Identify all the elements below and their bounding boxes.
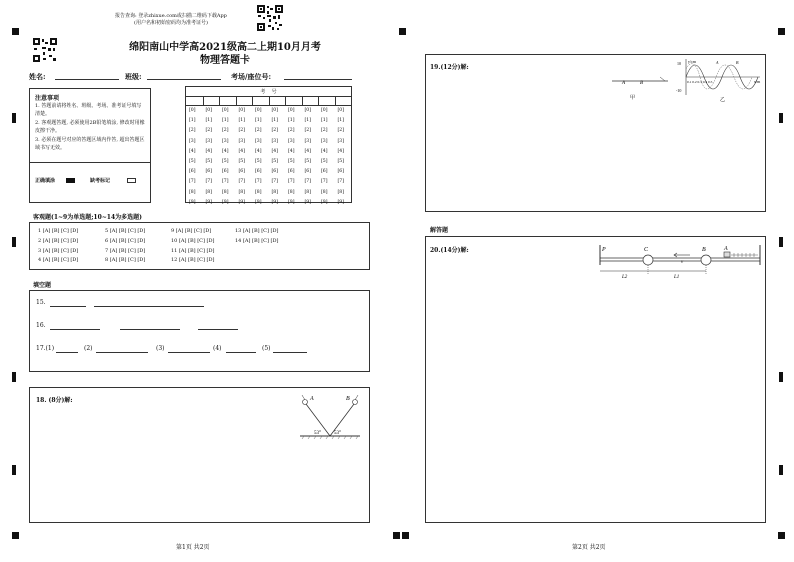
- name-label: 姓名:: [29, 72, 46, 81]
- exam-digit-bubble[interactable]: [1]: [255, 118, 262, 124]
- q20-point-b: B: [702, 247, 706, 253]
- q20-len-1: L1: [674, 275, 680, 280]
- exam-grid-column-divider: [236, 96, 237, 105]
- page-title-line1: 绵阳南山中学高2021级高二上期10月月考: [129, 42, 321, 53]
- q16-blank-1[interactable]: [50, 329, 100, 330]
- q18-point-a: A: [310, 396, 314, 402]
- q19-point-a: A: [622, 81, 626, 86]
- exam-digit-bubble[interactable]: [8]: [321, 189, 328, 195]
- notes-box: [29, 88, 151, 203]
- objective-question-row[interactable]: 8 [A] [B] [C] [D]: [105, 257, 146, 264]
- q19-wave-b-label: B: [736, 60, 739, 65]
- q20-point-p: P: [602, 247, 606, 253]
- corner-mark-tl: [12, 28, 19, 35]
- page-title-line2: 物理答题卡: [200, 55, 250, 66]
- exam-number-bubbles[interactable]: [186, 96, 351, 205]
- exam-digit-bubble[interactable]: [3]: [288, 138, 295, 144]
- objective-question-row[interactable]: 9 [A] [B] [C] [D]: [171, 228, 212, 234]
- objective-question-row[interactable]: 2 [A] [B] [C] [D]: [38, 237, 79, 244]
- exam-digit-bubble[interactable]: [5]: [337, 159, 345, 164]
- exam-digit-bubble[interactable]: [0]: [271, 108, 279, 113]
- objective-bubbles[interactable]: [30, 223, 369, 269]
- objective-question-row[interactable]: 3 [A] [B] [C] [D]: [38, 247, 79, 254]
- exam-digit-bubble[interactable]: [5]: [189, 159, 196, 164]
- q19-x-ticks: 0.1 0.2 0.3 0.4 0.5: [687, 80, 713, 84]
- exam-digit-bubble[interactable]: [5]: [205, 159, 213, 164]
- corner-mark-mr: [402, 532, 409, 539]
- q17-label-2: (2): [84, 345, 93, 352]
- exam-digit-bubble[interactable]: [4]: [189, 148, 196, 154]
- q15-blank-1[interactable]: [50, 306, 86, 307]
- exam-digit-bubble[interactable]: [8]: [205, 189, 213, 195]
- exam-digit-bubble[interactable]: [6]: [337, 169, 345, 175]
- corner-mark-tm: [399, 28, 406, 35]
- exam-digit-bubble[interactable]: [1]: [288, 118, 295, 124]
- objective-title: 客观题(1~9为单选题;10~14为多选题): [33, 214, 142, 221]
- qr-code-app: [257, 5, 283, 31]
- exam-digit-bubble[interactable]: [3]: [304, 138, 312, 144]
- exam-digit-bubble[interactable]: [9]: [288, 199, 295, 205]
- exam-digit-bubble[interactable]: [4]: [205, 148, 213, 154]
- exam-digit-bubble[interactable]: [5]: [321, 159, 328, 164]
- notice-line1: 报告查询: 登录zhixue.com或扫描二维码下载App: [115, 13, 227, 19]
- exam-digit-bubble[interactable]: [4]: [321, 148, 328, 154]
- edge-mark-r1: [779, 113, 783, 123]
- exam-digit-bubble[interactable]: [0]: [238, 108, 246, 113]
- exam-digit-bubble[interactable]: [6]: [238, 169, 246, 175]
- exam-digit-bubble[interactable]: [3]: [205, 138, 213, 144]
- q19-answer-box[interactable]: [425, 54, 766, 212]
- q19-wave-a-label: A: [716, 60, 719, 65]
- exam-digit-bubble[interactable]: [5]: [271, 159, 279, 164]
- notice-line2: (用户名和初始密码均为准考证号): [134, 20, 208, 26]
- q19-label: 19.(12分)解:: [430, 64, 469, 71]
- notes-item-1: 1. 答题前请将姓名、班级、考场、准考证号填写清楚。: [35, 103, 142, 117]
- exam-digit-bubble[interactable]: [8]: [304, 189, 312, 195]
- q15-label: 15.: [36, 299, 46, 306]
- exam-digit-bubble[interactable]: [0]: [321, 108, 328, 113]
- q20-answer-box[interactable]: [425, 236, 766, 523]
- exam-digit-bubble[interactable]: [3]: [271, 138, 279, 144]
- corner-mark-ml: [393, 532, 400, 539]
- q19-y-bottom: -10: [676, 88, 682, 93]
- objective-box: [29, 222, 370, 270]
- exam-digit-bubble[interactable]: [0]: [189, 108, 196, 113]
- notes-item-2: 2. 客观题答题, 必须使用2B铅笔填涂, 修改时用橡皮擦干净。: [35, 120, 145, 134]
- exam-digit-bubble[interactable]: [4]: [255, 148, 262, 154]
- objective-question-row[interactable]: 13 [A] [B] [C] [D]: [235, 228, 279, 234]
- answer-section-title: 解答题: [430, 227, 449, 234]
- exam-digit-bubble[interactable]: [5]: [255, 159, 262, 164]
- exam-digit-bubble[interactable]: [7]: [321, 179, 328, 185]
- class-field[interactable]: [147, 79, 221, 80]
- objective-question-row[interactable]: 6 [A] [B] [C] [D]: [105, 237, 146, 244]
- exam-digit-bubble[interactable]: [2]: [189, 128, 196, 134]
- exam-digit-bubble[interactable]: [4]: [271, 148, 279, 154]
- q17-label-3: (3): [156, 345, 165, 352]
- exam-digit-bubble[interactable]: [9]: [271, 199, 279, 205]
- objective-question-row[interactable]: 1 [A] [B] [C] [D]: [38, 228, 79, 234]
- exam-digit-bubble[interactable]: [1]: [238, 118, 246, 124]
- objective-question-row[interactable]: 11 [A] [B] [C] [D]: [171, 247, 215, 254]
- exam-digit-bubble[interactable]: [2]: [271, 128, 279, 134]
- q18-angle-left: 53°: [314, 431, 321, 436]
- exam-digit-bubble[interactable]: [4]: [288, 148, 295, 154]
- exam-grid-column-divider: [318, 96, 319, 105]
- exam-digit-bubble[interactable]: [2]: [304, 128, 312, 134]
- exam-digit-bubble[interactable]: [3]: [189, 138, 196, 144]
- exam-digit-bubble[interactable]: [6]: [321, 169, 328, 175]
- exam-digit-bubble[interactable]: [9]: [205, 199, 213, 205]
- exam-digit-bubble[interactable]: [7]: [255, 179, 262, 185]
- exam-digit-bubble[interactable]: [7]: [304, 179, 312, 185]
- q19-y-top: 10: [677, 61, 681, 66]
- q16-blank-3[interactable]: [198, 329, 238, 330]
- exam-digit-bubble[interactable]: [2]: [337, 128, 345, 134]
- exam-digit-bubble[interactable]: [0]: [337, 108, 345, 113]
- correct-fill-swatch: [66, 178, 75, 183]
- exam-digit-bubble[interactable]: [4]: [337, 148, 345, 154]
- exam-digit-bubble[interactable]: [6]: [222, 169, 229, 175]
- exam-digit-bubble[interactable]: [6]: [255, 169, 262, 175]
- q20-point-a: A: [724, 246, 728, 252]
- corner-mark-br: [778, 532, 785, 539]
- exam-digit-bubble[interactable]: [7]: [205, 179, 213, 185]
- q17-blank-1[interactable]: [56, 352, 78, 353]
- exam-digit-bubble[interactable]: [2]: [288, 128, 295, 134]
- exam-digit-bubble[interactable]: [1]: [271, 118, 279, 124]
- objective-question-row[interactable]: 14 [A] [B] [C] [D]: [235, 237, 279, 244]
- exam-number-title: 考 号: [260, 89, 277, 95]
- exam-digit-bubble[interactable]: [8]: [222, 189, 229, 195]
- q19-fig-b-label: 乙: [720, 98, 726, 103]
- notes-item-3: 3. 必须在题号对应的答题区域内作答, 超出答题区域书写无效。: [35, 137, 145, 151]
- objective-question-row[interactable]: 5 [A] [B] [C] [D]: [105, 228, 146, 234]
- exam-grid-column-divider: [219, 96, 220, 105]
- q17-label-4: (4): [213, 345, 222, 352]
- q19-wave-b: [686, 64, 752, 89]
- q17-label-5: (5): [262, 345, 271, 352]
- q16-blank-2[interactable]: [120, 329, 180, 330]
- exam-digit-bubble[interactable]: [3]: [222, 138, 229, 144]
- edge-mark-r4: [779, 465, 783, 475]
- exam-digit-bubble[interactable]: [9]: [321, 199, 328, 205]
- exam-digit-bubble[interactable]: [9]: [255, 199, 262, 205]
- q19-fig-a-label: 甲: [630, 96, 636, 101]
- room-field[interactable]: [284, 79, 352, 80]
- edge-mark-l1: [12, 113, 16, 123]
- q20-label: 20.(14分)解:: [430, 247, 469, 254]
- exam-digit-bubble[interactable]: [2]: [222, 128, 229, 134]
- edge-mark-r3: [779, 372, 783, 382]
- exam-digit-bubble[interactable]: [5]: [304, 159, 312, 164]
- exam-digit-bubble[interactable]: [1]: [321, 118, 328, 124]
- q18-label: 18. (8分)解:: [36, 397, 73, 404]
- edge-mark-l3: [12, 372, 16, 382]
- exam-digit-bubble[interactable]: [2]: [321, 128, 328, 134]
- exam-digit-bubble[interactable]: [8]: [189, 189, 196, 195]
- exam-digit-bubble[interactable]: [9]: [238, 199, 246, 205]
- room-label: 考场/座位号:: [231, 72, 272, 81]
- exam-digit-bubble[interactable]: [7]: [189, 179, 196, 185]
- exam-number-grid: [185, 86, 352, 203]
- exam-digit-bubble[interactable]: [2]: [205, 128, 213, 134]
- exam-grid-column-divider: [285, 96, 286, 105]
- edge-mark-l2: [12, 237, 16, 247]
- class-label: 班级:: [125, 72, 142, 81]
- q17-blank-3[interactable]: [168, 352, 210, 353]
- exam-digit-bubble[interactable]: [0]: [255, 108, 262, 113]
- exam-grid-column-divider: [203, 96, 204, 105]
- exam-digit-bubble[interactable]: [3]: [238, 138, 246, 144]
- notes-title: 注意事项: [35, 95, 60, 102]
- name-field[interactable]: [55, 79, 119, 80]
- q20-velocity: v: [681, 260, 684, 265]
- exam-digit-bubble[interactable]: [1]: [189, 118, 196, 124]
- objective-question-row[interactable]: 12 [A] [B] [C] [D]: [171, 257, 215, 264]
- objective-question-row[interactable]: 4 [A] [B] [C] [D]: [38, 257, 79, 264]
- exam-digit-bubble[interactable]: [0]: [304, 108, 312, 113]
- q20-point-c: C: [644, 247, 649, 253]
- exam-digit-bubble[interactable]: [3]: [337, 138, 345, 144]
- notes-divider: [30, 162, 150, 163]
- edge-mark-l4: [12, 465, 16, 475]
- edge-mark-r2: [779, 237, 783, 247]
- exam-digit-bubble[interactable]: [0]: [205, 108, 213, 113]
- exam-digit-bubble[interactable]: [6]: [205, 169, 213, 175]
- corner-mark-tr: [778, 28, 785, 35]
- q15-blank-2[interactable]: [94, 306, 204, 307]
- exam-digit-bubble[interactable]: [6]: [271, 169, 279, 175]
- exam-grid-column-divider: [269, 96, 270, 105]
- q19-diagram-jia: [610, 73, 670, 101]
- exam-grid-column-divider: [335, 96, 336, 105]
- q19-diagram-yi: [676, 57, 764, 103]
- q16-label: 16.: [36, 322, 46, 329]
- exam-digit-bubble[interactable]: [0]: [222, 108, 229, 113]
- exam-digit-bubble[interactable]: [7]: [337, 179, 345, 185]
- q19-x-unit: x/m: [754, 79, 761, 84]
- exam-digit-bubble[interactable]: [8]: [255, 189, 262, 195]
- q17-blank-5[interactable]: [273, 352, 307, 353]
- exam-grid-column-divider: [302, 96, 303, 105]
- q17-label-1: 17.(1): [36, 345, 55, 352]
- exam-digit-bubble[interactable]: [8]: [288, 189, 295, 195]
- exam-digit-bubble[interactable]: [6]: [189, 169, 196, 175]
- exam-digit-bubble[interactable]: [7]: [222, 179, 229, 185]
- q18-answer-box[interactable]: [29, 387, 370, 523]
- exam-digit-bubble[interactable]: [8]: [238, 189, 246, 195]
- fill-in-title: 填空题: [33, 282, 52, 289]
- exam-digit-bubble[interactable]: [6]: [304, 169, 312, 175]
- q18-angle-right: 53°: [334, 431, 341, 436]
- footer-page-1: 第1页 共2页: [176, 544, 210, 551]
- exam-digit-bubble[interactable]: [7]: [238, 179, 246, 185]
- exam-digit-bubble[interactable]: [0]: [288, 108, 295, 113]
- exam-digit-bubble[interactable]: [4]: [238, 148, 246, 154]
- missing-mark-label: 缺考标记: [90, 178, 111, 184]
- q17-blank-2[interactable]: [96, 352, 148, 353]
- exam-digit-bubble[interactable]: [1]: [205, 118, 213, 124]
- exam-digit-bubble[interactable]: [6]: [288, 169, 295, 175]
- objective-question-row[interactable]: 7 [A] [B] [C] [D]: [105, 247, 146, 254]
- correct-fill-label: 正确填涂: [35, 178, 56, 184]
- exam-digit-bubble[interactable]: [9]: [189, 199, 196, 205]
- exam-digit-bubble[interactable]: [7]: [271, 179, 279, 185]
- exam-digit-bubble[interactable]: [9]: [222, 199, 229, 205]
- exam-digit-bubble[interactable]: [9]: [304, 199, 312, 205]
- exam-digit-bubble[interactable]: [5]: [222, 159, 229, 164]
- exam-digit-bubble[interactable]: [2]: [255, 128, 262, 134]
- exam-digit-bubble[interactable]: [5]: [238, 159, 246, 164]
- exam-digit-bubble[interactable]: [7]: [288, 179, 295, 185]
- exam-digit-bubble[interactable]: [5]: [288, 159, 295, 164]
- exam-digit-bubble[interactable]: [8]: [337, 189, 345, 195]
- exam-digit-bubble[interactable]: [3]: [255, 138, 262, 144]
- exam-grid-column-divider: [252, 96, 253, 105]
- q17-blank-4[interactable]: [226, 352, 256, 353]
- footer-page-2: 第2页 共2页: [572, 544, 606, 551]
- q20-len-2: L2: [622, 275, 628, 280]
- exam-digit-bubble[interactable]: [3]: [321, 138, 328, 144]
- exam-digit-bubble[interactable]: [2]: [238, 128, 246, 134]
- objective-question-row[interactable]: 10 [A] [B] [C] [D]: [171, 237, 215, 244]
- qr-code-student: [33, 38, 57, 62]
- q19-y-unit: y/cm: [688, 59, 696, 64]
- q18-diagram: [294, 392, 366, 442]
- exam-digit-bubble[interactable]: [1]: [337, 118, 345, 124]
- missing-mark-checkbox[interactable]: [127, 178, 136, 183]
- fill-in-box: [29, 290, 370, 372]
- exam-digit-bubble[interactable]: [4]: [222, 148, 229, 154]
- exam-digit-bubble[interactable]: [1]: [304, 118, 312, 124]
- exam-digit-bubble[interactable]: [9]: [337, 199, 345, 205]
- exam-digit-bubble[interactable]: [8]: [271, 189, 279, 195]
- q19-point-b: B: [640, 81, 644, 86]
- q20-diagram: [596, 241, 764, 285]
- exam-digit-bubble[interactable]: [1]: [222, 118, 229, 124]
- q18-point-b: B: [346, 396, 350, 402]
- exam-digit-bubble[interactable]: [4]: [304, 148, 312, 154]
- corner-mark-bl: [12, 532, 19, 539]
